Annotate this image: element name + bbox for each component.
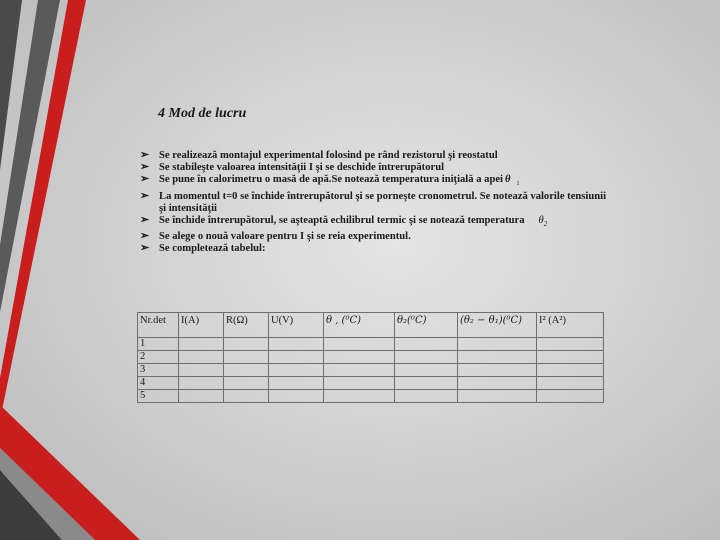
arrow-bullet-icon: ➢	[140, 161, 150, 173]
arrow-bullet-icon: ➢	[140, 229, 150, 242]
slide-title: 4 Mod de lucru	[158, 106, 247, 121]
arrow-bullet-icon: ➢	[140, 241, 150, 254]
procedure-list	[140, 150, 610, 255]
arrow-bullet-icon: ➢	[140, 190, 150, 202]
col-header-current: I(A)	[179, 313, 224, 338]
col-header-resistance: R(Ω)	[224, 313, 269, 338]
table-row	[138, 351, 604, 364]
table-header-row	[138, 313, 604, 338]
list-item: ➢ Se realizează montajul experimental folosind pe rând rezistorul şi reostatul	[140, 149, 498, 161]
arrow-bullet-icon: ➢	[140, 213, 150, 226]
list-item: ➢ Se alege o nouă valoare pentru I şi se reia experimentul.	[140, 229, 411, 242]
col-header-theta1: θ , (⁰C)	[324, 313, 395, 338]
row-number: 5	[138, 390, 179, 403]
row-number: 2	[138, 351, 179, 364]
table-row	[138, 364, 604, 377]
col-header-theta2: θ₂(⁰C)	[395, 313, 458, 338]
table-row	[138, 390, 604, 403]
list-item: ➢ Se completează tabelul:	[140, 241, 266, 254]
col-header-voltage: U(V)	[269, 313, 324, 338]
theta-subscript: 1	[516, 181, 520, 187]
arrow-bullet-icon: ➢	[140, 149, 150, 161]
row-number: 4	[138, 377, 179, 390]
table-row	[138, 338, 604, 351]
row-number: 3	[138, 364, 179, 377]
col-header-nr: Nr.det	[138, 313, 179, 338]
list-item: ➢ Se închide întrerupătorul, se aşteaptă echilibrul termic şi se notează temperatura $\theta_2$	[140, 213, 548, 228]
list-item: ➢ Se stabileşte valoarea intensităţii I şi se deschide întrerupătorul	[140, 161, 445, 173]
theta2-symbol: $\theta_2$	[538, 214, 548, 228]
list-item: ➢ Se pune în calorimetru o masă de apă.Se notează temperatura iniţială a apei θ $_1$	[140, 173, 520, 187]
col-header-delta-theta: (θ₂ − θ₁)(⁰C)	[458, 313, 537, 338]
arrow-bullet-icon: ➢	[140, 173, 150, 185]
table-row	[138, 377, 604, 390]
list-item: ➢ La momentul t=0 se închide întrerupătorul şi se porneşte cronometrul. Se notează valorile tensiunii şi intensităţii	[140, 190, 607, 214]
theta-symbol: θ	[504, 174, 511, 185]
col-header-current-squared: I² (A²)	[537, 313, 604, 338]
row-number: 1	[138, 338, 179, 351]
measurement-table	[137, 312, 604, 403]
